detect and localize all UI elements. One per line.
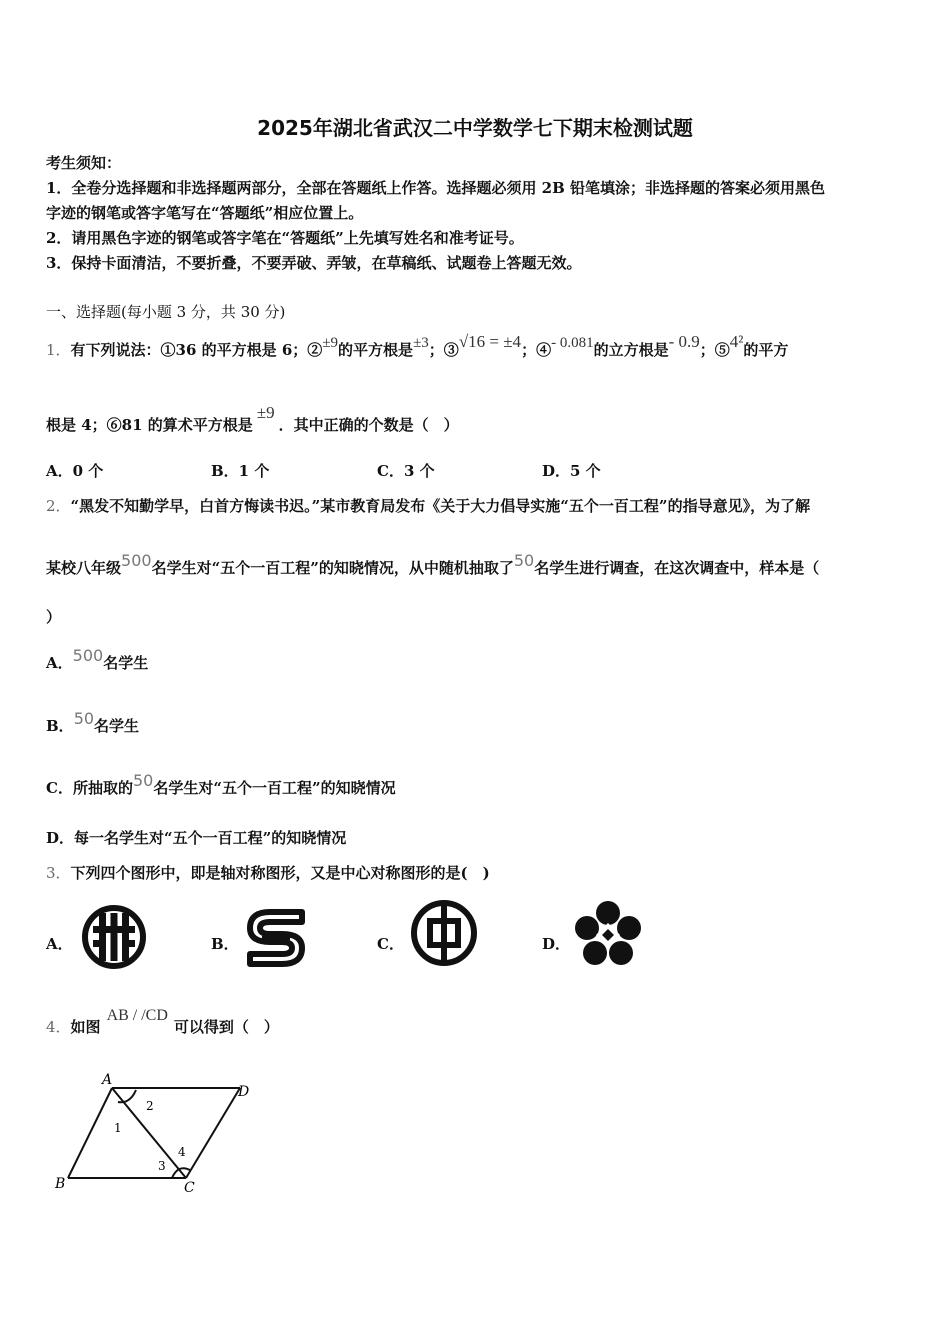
q1-text-3: ；③ [428, 341, 459, 359]
bank-logo-icon-a[interactable] [79, 904, 149, 970]
question-2-line-3: ） [46, 608, 62, 626]
q4-math: AB / /CD [106, 1007, 168, 1024]
question-number: 1． [46, 341, 71, 359]
question-2-line-2 [46, 551, 820, 578]
q1-text-4: ；④ [521, 341, 552, 359]
q4-text-2: 可以得到（ ） [173, 1018, 279, 1036]
q1-option-a[interactable]: A．0 个 [46, 462, 104, 480]
q3-option-c-label[interactable]: C． [377, 935, 404, 953]
q2-option-c-text: 名学生对“五个一百工程”的知晓情况 [153, 779, 396, 797]
q2-option-d[interactable]: D．每一名学生对“五个一百工程”的知晓情况 [46, 829, 347, 847]
q2-option-a-label: A． [46, 654, 73, 672]
q1-math-3: √16 = ±4 [458, 332, 522, 351]
q4-text-1: 如图 [70, 1018, 101, 1036]
bank-logo-icon-d[interactable] [572, 899, 644, 969]
point-label-c: C [184, 1180, 195, 1196]
question-number: 4． [46, 1018, 71, 1036]
q3-option-a-label[interactable]: A． [46, 935, 73, 953]
q2-number-50: 50 [513, 551, 535, 570]
notice-item-3: 3．保持卡面清洁，不要折叠，不要弄破、弄皱，在草稿纸、试题卷上答题无效。 [46, 254, 582, 272]
point-label-a: A [102, 1072, 113, 1088]
q3-option-b-label[interactable]: B． [211, 935, 239, 953]
q3-option-d-label[interactable]: D． [542, 935, 571, 953]
q2-text-2c: 名学生进行调查，在这次调查中，样本是（ [534, 559, 820, 577]
q1-line2-text-2: ．其中正确的个数是（ ） [278, 416, 459, 434]
q1-math-5: - 0.9 [668, 332, 700, 351]
angle-label-1: 1 [114, 1121, 122, 1135]
q3-text: 下列四个图形中，即是轴对称图形，又是中心对称图形的是( ) [70, 864, 490, 882]
segment-ba [68, 1088, 112, 1178]
bank-logo-icon-b[interactable] [240, 908, 312, 968]
q1-text-7: 的平方 [743, 341, 789, 359]
q2-option-b-text: 名学生 [94, 717, 140, 735]
q1-option-c[interactable]: C．3 个 [377, 462, 435, 480]
q1-math-7: ±9 [256, 403, 275, 422]
angle-label-3: 3 [158, 1159, 166, 1173]
q1-math-2: ±3 [413, 335, 429, 351]
angle-label-4: 4 [178, 1145, 186, 1159]
q2-option-b-number: 50 [73, 709, 95, 728]
parallelogram-figure [50, 1068, 260, 1196]
q1-text-6: ；⑤ [699, 341, 730, 359]
notice-item-1a: 1．全卷分选择题和非选择题两部分，全部在答题纸上作答。选择题必须用 2B 铅笔填涂；非选择题的答案必须用黑色 [46, 179, 826, 197]
q2-text-1: “黑发不知勤学早，白首方悔读书迟。”某市教育局发布《关于大力倡导实施“五个一百工程”的指导意见》，为了解 [70, 497, 811, 515]
notice-heading: 考生须知： [46, 154, 122, 172]
point-label-b: B [55, 1176, 66, 1192]
q1-text-1: 有下列说法：①36 的平方根是 6；② [70, 341, 323, 359]
q2-text-2a: 某校八年级 [46, 559, 122, 577]
section-heading: 一、选择题(每小题 3 分，共 30 分) [46, 303, 286, 321]
question-4 [46, 1007, 279, 1037]
bank-logo-icon-c[interactable] [408, 898, 480, 968]
q1-text-2: 的平方根是 [338, 341, 414, 359]
question-1-line-1 [46, 332, 789, 360]
q1-math-6: 4² [729, 332, 744, 351]
question-number: 2． [46, 497, 71, 515]
segment-dc [186, 1088, 240, 1178]
q2-option-c[interactable] [46, 771, 396, 798]
angle-arc-a [118, 1090, 136, 1102]
question-1-line-2 [46, 403, 459, 435]
notice-item-2: 2．请用黑色字迹的钢笔或答字笔在“答题纸”上先填写姓名和准考证号。 [46, 229, 524, 247]
q2-option-a-number: 500 [72, 646, 104, 665]
question-number: 3． [46, 864, 71, 882]
q2-number-500: 500 [121, 551, 152, 570]
point-label-d: D [238, 1084, 250, 1100]
notice-item-1b: 字迹的钢笔或答字笔写在“答题纸”相应位置上。 [46, 204, 364, 222]
angle-label-2: 2 [146, 1099, 154, 1113]
q2-option-c-number: 50 [132, 771, 154, 790]
q1-line2-text-1: 根是 4；⑥81 的算术平方根是 [46, 416, 253, 434]
q1-option-b[interactable]: B．1 个 [211, 462, 270, 480]
q2-option-a[interactable] [46, 646, 149, 673]
q2-option-a-text: 名学生 [103, 654, 149, 672]
q1-math-4: - 0.081 [551, 335, 594, 351]
q2-option-c-label: C．所抽取的 [46, 779, 133, 797]
q1-text-5: 的立方根是 [593, 341, 669, 359]
q2-text-2b: 名学生对“五个一百工程”的知晓情况，从中随机抽取了 [151, 559, 514, 577]
q1-option-d[interactable]: D．5 个 [542, 462, 601, 480]
q2-option-b-label: B． [46, 717, 74, 735]
question-3 [46, 862, 490, 883]
q2-option-b[interactable] [46, 709, 140, 736]
question-2-line-1 [46, 495, 810, 516]
q1-math-1: ±9 [322, 335, 339, 351]
page-title: 2025年湖北省武汉二中学数学七下期末检测试题 [257, 116, 693, 140]
